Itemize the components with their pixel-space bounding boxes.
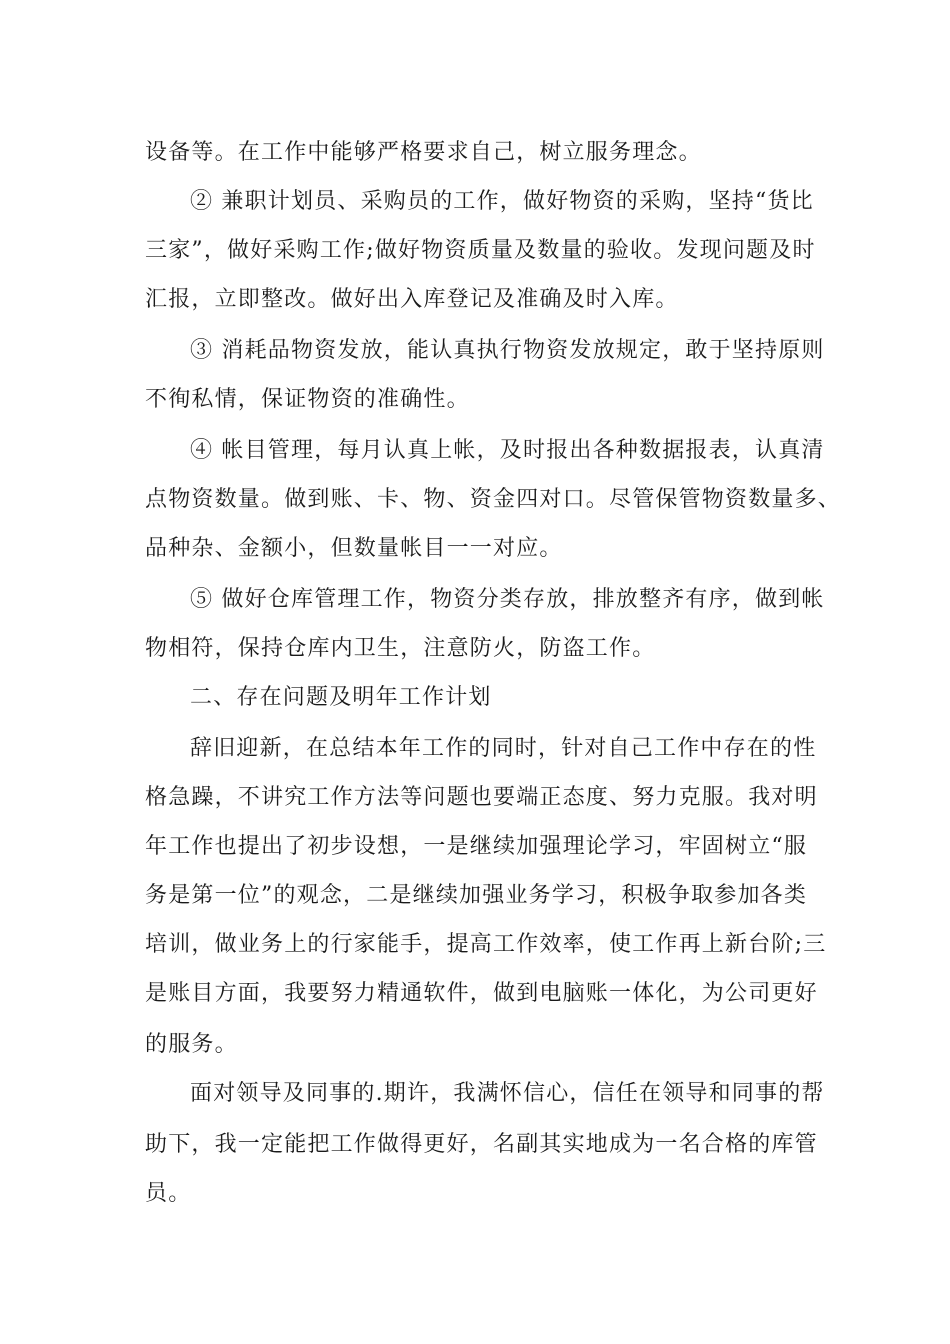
- text-line: ④ 帐目管理，每月认真上帐，及时报出各种数据报表，认真清: [190, 438, 825, 463]
- text-line: 设备等。在工作中能够严格要求自己，树立服务理念。: [145, 140, 702, 165]
- text-line: 的服务。: [145, 1032, 238, 1057]
- text-line: 品种杂、金额小，但数量帐目一一对应。: [145, 536, 563, 561]
- text-line: ② 兼职计划员、采购员的工作，做好物资的采购，坚持“货比: [190, 189, 814, 214]
- section-heading: 二、存在问题及明年工作计划: [190, 685, 492, 710]
- text-line: 不徇私情，保证物资的准确性。: [145, 387, 470, 412]
- text-line: 务是第一位”的观念，二是继续加强业务学习，积极争取参加各类: [145, 883, 808, 908]
- text-line: 面对领导及同事的.期许，我满怀信心，信任在领导和同事的帮: [190, 1081, 825, 1106]
- text-line: 物相符，保持仓库内卫生，注意防火，防盗工作。: [145, 636, 656, 661]
- text-line: 年工作也提出了初步设想，一是继续加强理论学习，牢固树立“服: [145, 834, 808, 859]
- text-line: 培训，做业务上的行家能手，提高工作效率，使工作再上新台阶;三: [145, 932, 827, 957]
- text-line: 格急躁，不讲究工作方法等问题也要端正态度、努力克服。我对明: [145, 785, 818, 810]
- text-line: 助下，我一定能把工作做得更好，名副其实地成为一名合格的库管: [145, 1132, 818, 1157]
- text-line: ③ 消耗品物资发放，能认真执行物资发放规定，敢于坚持原则: [190, 338, 825, 363]
- text-line: 是账目方面，我要努力精通软件，做到电脑账一体化，为公司更好: [145, 981, 818, 1006]
- text-line: 辞旧迎新，在总结本年工作的同时，针对自己工作中存在的性: [190, 736, 817, 761]
- text-line: 员。: [145, 1181, 192, 1206]
- text-line: ⑤ 做好仓库管理工作，物资分类存放，排放整齐有序，做到帐: [190, 587, 825, 612]
- text-line: 点物资数量。做到账、卡、物、资金四对口。尽管保管物资数量多、: [145, 487, 842, 512]
- text-line: 汇报，立即整改。做好出入库登记及准确及时入库。: [145, 287, 679, 312]
- text-line: 三家”，做好采购工作;做好物资质量及数量的验收。发现问题及时: [145, 238, 816, 263]
